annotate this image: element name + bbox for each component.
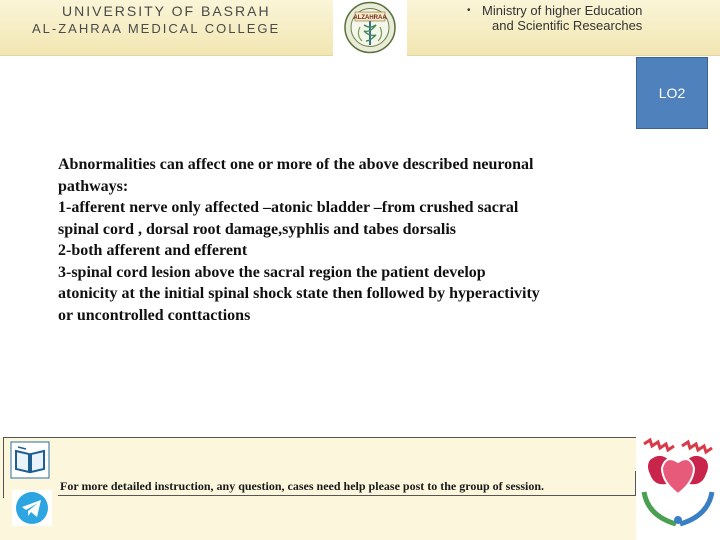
bullet: • (467, 5, 471, 16)
header-right-banner (407, 0, 720, 56)
body-line: spinal cord , dorsal root damage,syphlis and tabes dorsalis (58, 220, 456, 238)
college-seal-icon (342, 1, 398, 54)
svg-text:ALZAHRAA: ALZAHRAA (353, 15, 387, 21)
book-icon[interactable] (10, 441, 50, 479)
learning-objective-label: LO2 (658, 85, 686, 101)
header-left-banner (0, 0, 333, 56)
kidney-care-logo-icon (636, 436, 720, 540)
body-line: pathways: (58, 177, 129, 195)
body-line: atonicity at the initial spinal shock state then followed by hyperactivity (58, 285, 540, 302)
college-name: AL-ZAHRAA MEDICAL COLLEGE (32, 21, 281, 36)
body-line: 1-afferent nerve only affected –atonic bladder –from crushed sacral (58, 199, 519, 216)
body-line: 2-both afferent and efferent (58, 242, 248, 259)
learning-objective-badge (636, 57, 708, 129)
university-name: UNIVERSITY OF BASRAH (62, 3, 271, 19)
telegram-icon[interactable] (12, 490, 52, 526)
slide-body-text (58, 154, 678, 326)
college-logo (334, 0, 406, 55)
ministry-subtitle: and Scientific Researches (492, 18, 643, 33)
ministry-name: Ministry of higher Education (482, 3, 643, 18)
body-line: or uncontrolled conttactions (58, 306, 251, 324)
body-line: 3-spinal cord lesion above the sacral region the patient develop (58, 263, 486, 281)
footer-note: For more detailed instruction, any question, cases need help please post to the group of session. (60, 479, 545, 493)
body-line: Abnormalities can affect one or more of the above described neuronal (58, 156, 534, 173)
